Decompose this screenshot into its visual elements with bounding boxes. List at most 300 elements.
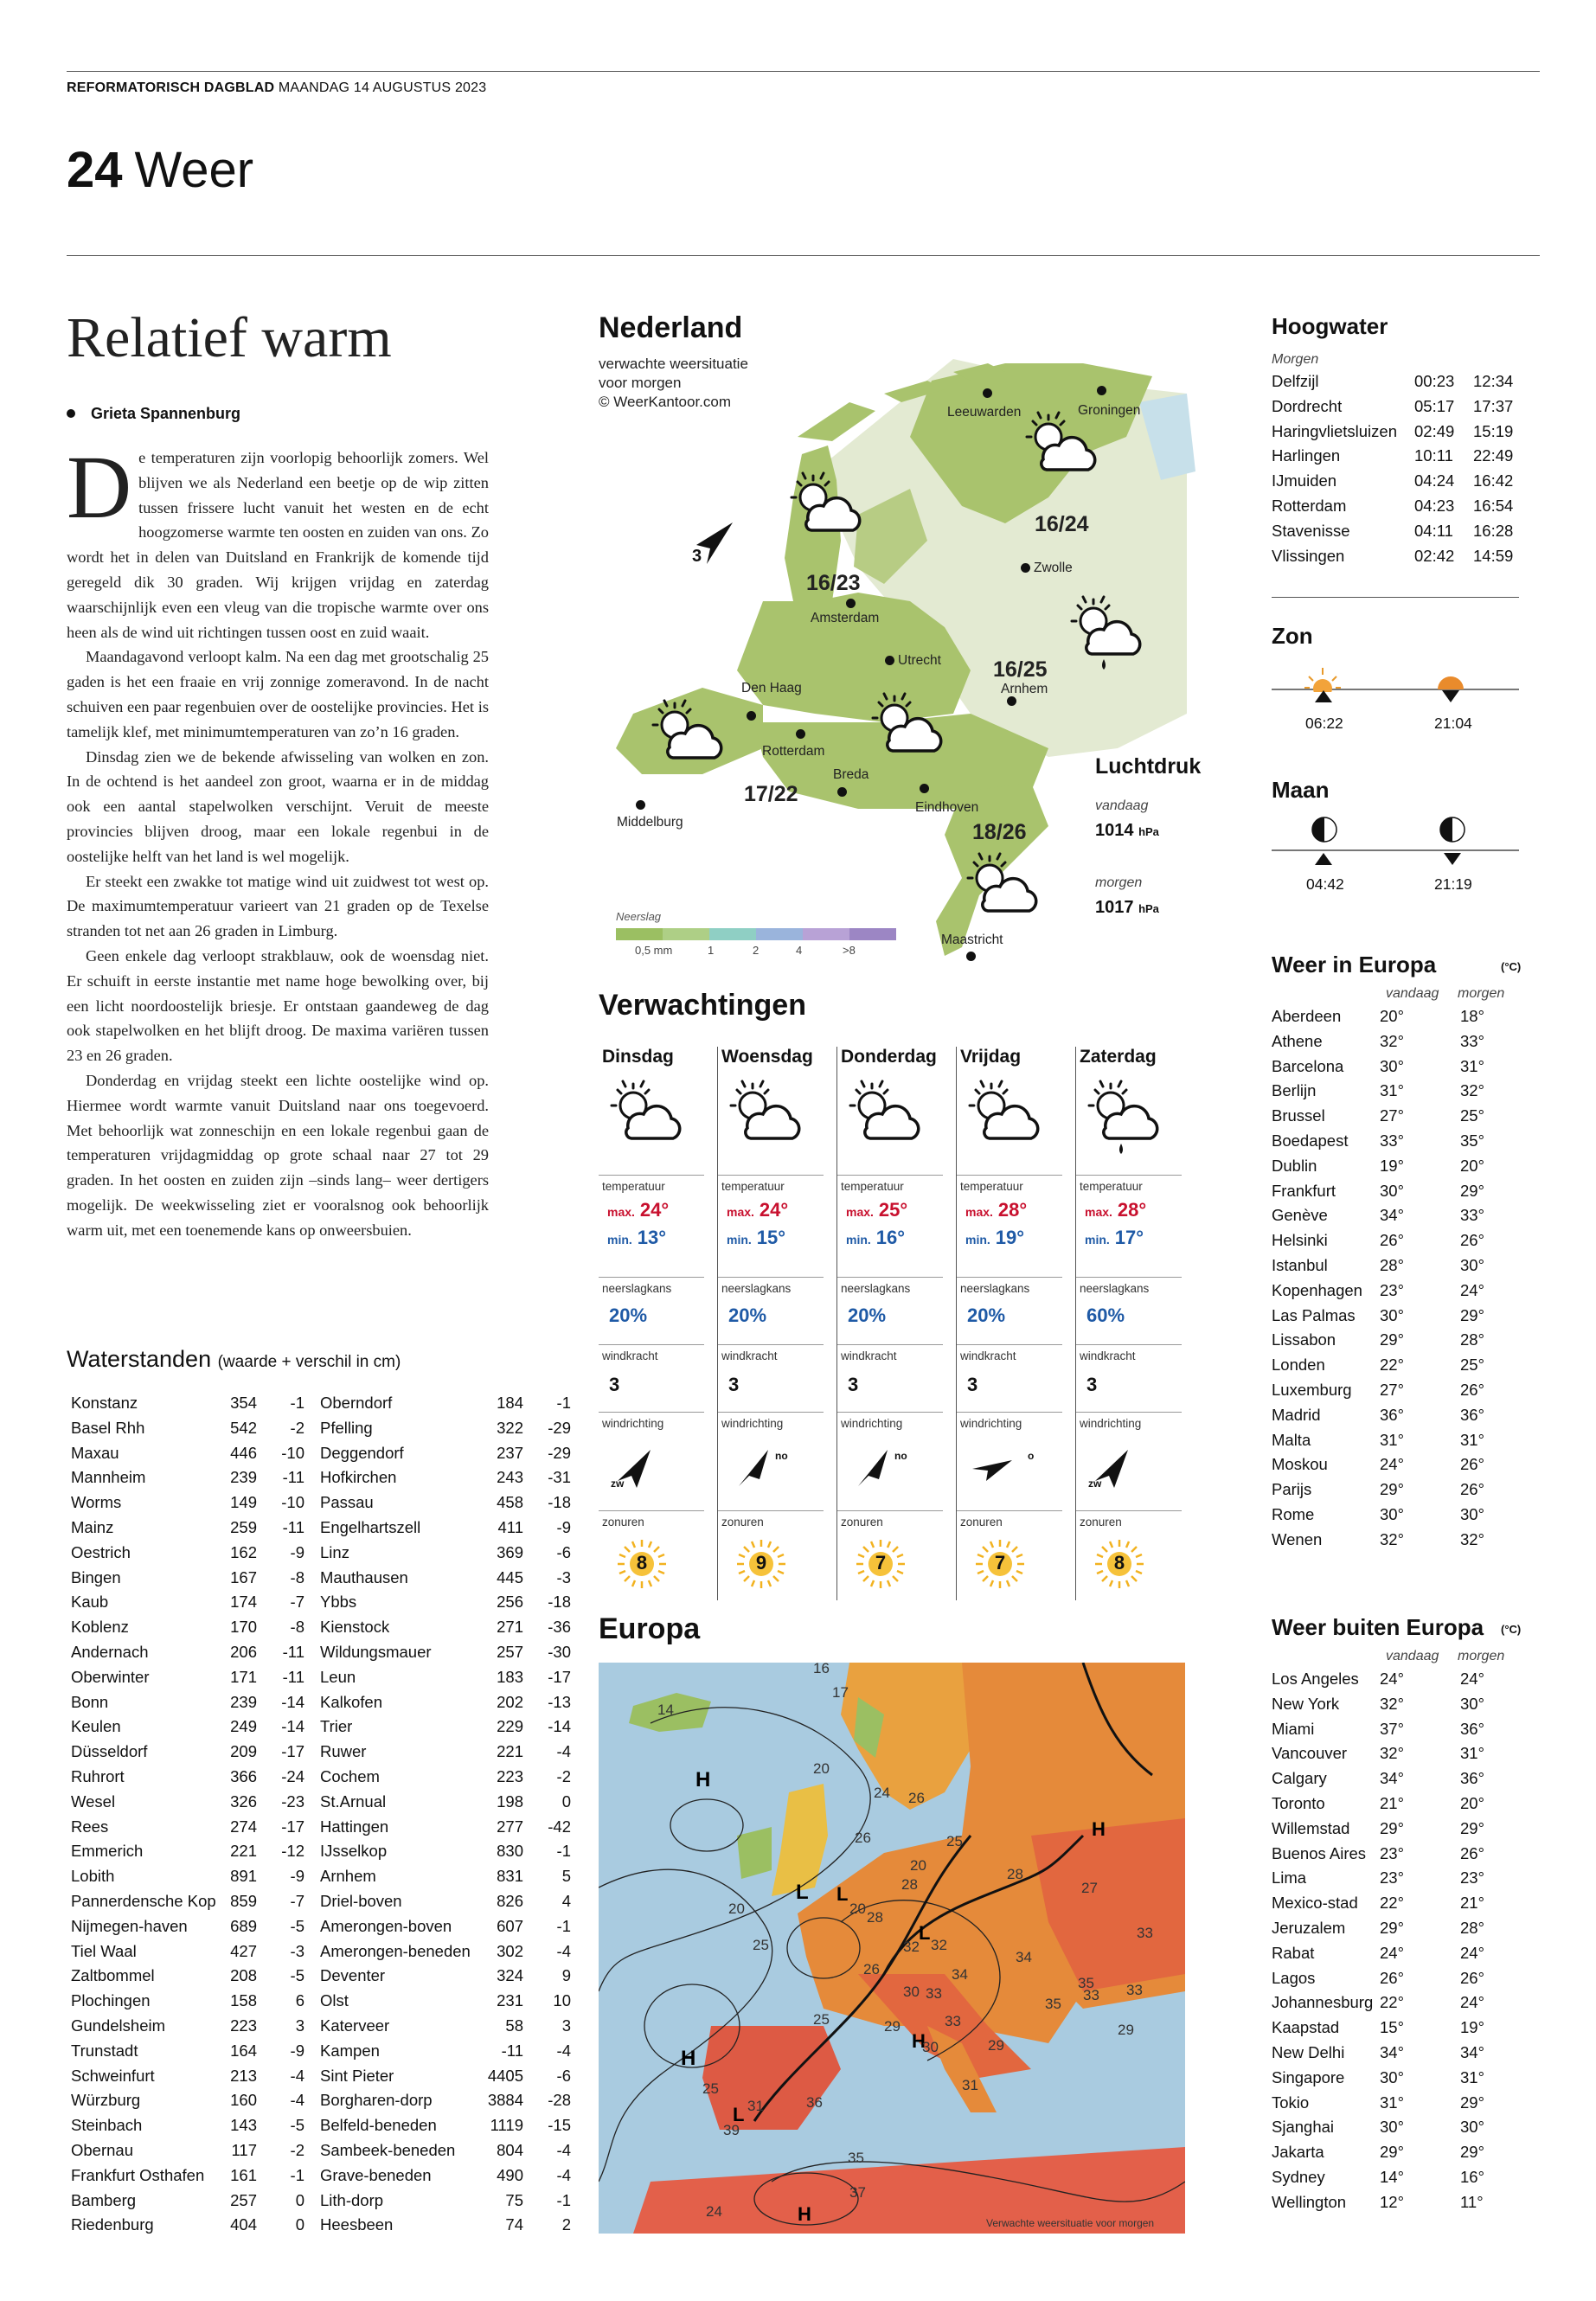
europa-title: Europa [599,1612,701,1645]
max-temp: max. 24° [727,1199,789,1221]
water-row: Deventer 324 9 [320,1966,571,1985]
europa-temp: 25 [702,2080,719,2097]
article-body [67,438,489,1243]
city-temp-row: Londen 22° 25° [1272,1356,1484,1375]
sun-hours: 7 [994,1552,1006,1574]
moonset-time: 21:19 [1434,875,1472,893]
day-name: Vrijdag [960,1047,1022,1067]
legend-swatch [803,928,849,940]
city-temp-row: Kaapstad 15° 19° [1272,2018,1484,2037]
wind-direction: zw [1088,1477,1102,1490]
europa-temp: 16 [813,1663,830,1676]
unit-label: (°C) [1501,960,1522,973]
waterstanden-section [67,1346,577,2234]
city-temp-row: Helsinki 26° 26° [1272,1231,1484,1250]
article-paragraph: Dinsdag zien we de bekende afwisseling van wolken en zon. In de ochtend is het aandeel zon groot, waarna er in de middag ook een aantal stapelwolken verschijnt. Veruit de meeste provincies blijven droog, maar een lokale regenbui in de oostelijke helft van het land is wel mogelijk. [67,747,489,865]
europa-temp: 31 [747,2098,764,2114]
article-headline: Relatief warm [67,306,392,369]
city-temp-row: Rome 30° 30° [1272,1504,1484,1523]
sun-hours: 7 [875,1552,887,1574]
article-paragraph: Er steekt een zwakke tot matige wind uit zuidwest tot west op. De maximumtemperatuur varieert van 21 graden op de Texelse stranden tot net aan 26 graden in Limburg. [67,872,489,940]
water-row: Grave-beneden 490 -4 [320,2165,571,2184]
rain-chance: 20% [848,1304,887,1326]
water-row: Trunstadt 164 -9 [71,2041,304,2060]
city-dot [796,729,805,739]
nederland-subtitle: verwachte weersituatie voor morgen © WeerKantoor.com [599,356,748,410]
svg-text:L: L [919,1922,931,1944]
city-temp-row: Aberdeen 20° 18° [1272,1007,1484,1025]
city-temp-row: Luxemburg 27° 26° [1272,1380,1484,1399]
wind-force: 3 [1086,1374,1098,1395]
city-temp-row: Kopenhagen 23° 24° [1272,1280,1484,1299]
water-row: Steinbach 143 -5 [71,2116,304,2135]
min-temp: min. 16° [846,1227,906,1248]
europa-temp: 31 [962,2077,978,2093]
svg-text:H: H [798,2203,811,2225]
article-paragraph: De temperaturen zijn voorlopig behoorlijk zomers. Wel blijven we als Nederland een beetje op de wip zitten tussen frissere lucht vanuit het westen en de echt hoogzomerse warmte ten oosten en zuiden van ons. Zo wordt het in delen van Duitsland en Frankrijk de komende tijd geregeld dik 30 graden. Wij krijgen vrijdag en zaterdag waarschijnlijk even een vleug van die tropische warmte over ons heen als de wind uit richtingen tussen oost en zuid waait. [67,438,489,641]
city-temp-row: Wenen 32° 32° [1272,1529,1484,1548]
city-temp-row: Singapore 30° 31° [1272,2067,1484,2086]
wind-force: 3 [728,1374,740,1395]
city-dot [747,711,756,721]
triangle-up-icon [1315,690,1332,702]
zon-section [1272,623,1522,650]
city-dot [983,388,992,398]
city-dot [966,952,976,961]
water-row: Kaub 174 -7 [71,1593,304,1612]
sun-cloud-icon [962,852,1040,921]
legend-swatch [616,928,663,940]
europa-temp: 32 [931,1937,947,1953]
city-utrecht: Utrecht [885,653,941,669]
day-name: Dinsdag [602,1047,674,1067]
europa-temp: 29 [1118,2022,1134,2038]
europa-temp: 24 [874,1785,890,1801]
city-temp-row: Vancouver 32° 31° [1272,1744,1484,1763]
europa-temp: 37 [849,2184,866,2201]
europa-temp: 25 [753,1937,769,1953]
water-row: Cochem 223 -2 [320,1766,571,1785]
europa-temp: 33 [945,2013,961,2029]
article-paragraph: Donderdag en vrijdag steekt een lichte oostelijke wind op. Hiermee wordt warmte vanuit Duitsland naar ons toegevoerd. Met behoorlijk wat zonneschijn en een lokale regenbui gaan de temperaturen vrijdagmiddag op grote schaal naar 27 tot 29 graden. In het oosten en zuiden zijn –sinds lang– weer dertigers mogelijk. De weekwisseling ziet er vooralsnog ook behoorlijk warm uit, met een toenemende kans op onweersbuien. [67,1071,489,1239]
city-dot [837,787,847,797]
water-row: Rees 274 -17 [71,1817,304,1836]
water-row: Bingen 167 -8 [71,1567,304,1586]
temp-label: 18/26 [972,820,1027,844]
city-eindhoven: Eindhoven [915,800,979,815]
wind-direction: zw [611,1477,625,1490]
europa-temp: 34 [1016,1949,1032,1965]
weer-in-europa: Weer in Europa (°C) vandaag morgen Aberdeen 20° 18° Athene 32° 33° Barcelona 30° 31° Berlijn 31° 32° Brussel 27° 25° Boedapest 33° 35° Dublin 19° 20° Frankfurt 30° 29° Genève 34° 33° Helsinki 26° 26° Istanbul 28° 30° Kopenhagen 23° 24° Las Palmas 30° 29° Lissabon 29° 28° Londen 22° 25° Luxemburg 27° 26° Madrid 36° 36° Malta 31° 31° Moskou 24° 26° Parijs 29° 26° Rome 30° 30° Wenen 32° 32° [1272,952,1522,1553]
water-row: Hattingen 277 -42 [320,1817,571,1836]
drop-cap: D [67,438,132,537]
europa-temp: 33 [1137,1925,1153,1941]
europa-temp: 20 [813,1760,830,1777]
city-dot [920,784,929,793]
wind-direction: no [775,1450,788,1462]
day-name: Zaterdag [1080,1047,1157,1067]
unit-label: (°C) [1501,1623,1522,1636]
water-row: Hofkirchen 243 -31 [320,1468,571,1487]
city-temp-row: Tokio 31° 29° [1272,2093,1484,2112]
weer-buiten-europa: Weer buiten Europa (°C) vandaag morgen Los Angeles 24° 24° New York 32° 30° Miami 37° 36° Vancouver 32° 31° Calgary 34° 36° Toronto 21° 20° Willemstad 29° 29° Buenos Aires 23° 26° Lima 23° 23° Mexico-stad 22° 21° Jeruzalem 29° 28° Rabat 24° 24° Lagos 26° 26° Johannesburg 22° 24° Kaapstad 15° 19° New Delhi 34° 34° Singapore 30° 31° Tokio 31° 29° Sjanghai 30° 30° Jakarta 29° 29° Sydney 14° 16° Wellington 12° 11° [1272,1614,1522,2215]
page-number: 24 [67,142,123,198]
water-row: Bonn 239 -14 [71,1692,304,1711]
article-paragraph: Maandagavond verloopt kalm. Na een dag met grootschalig 25 gaden is het een fraaie en vrij zonnige zomeravond. In de nacht schuiven een paar regenbuien over de oostelijke provincies. Het is tamelijk klef, met minimumtemperaturen van zo’n 16 graden. [67,648,489,740]
luchtdruk-today-label: vandaag [1095,798,1149,813]
article-paragraph: Geen enkele dag verloopt strakblauw, ook de woensdag niet. Er schuift in eerste instantie met name hoge bewolking over, bij een licht noordoostelijk briesje. Er ontstaan gaandeweg de dag ook stapelwolken en het blijft droog. De maxima variëren tussen 23 en 26 graden. [67,946,489,1065]
rain-chance: 60% [1086,1304,1125,1326]
sun-cloud-icon [647,699,725,768]
europa-temp: 39 [723,2122,740,2138]
forecast-day-vrijdag: Vrijdag temperatuur max. 28° min. 19° neerslagkans 20% windkracht 3 windrichting o zonuren 7 [957,1047,1076,1600]
europa-temp: 35 [1078,1975,1094,1991]
water-row: Wildungsmauer 257 -30 [320,1642,571,1661]
water-row: Ybbs 256 -18 [320,1593,571,1612]
city-leeuwarden: Leeuwarden [947,405,1022,420]
moonrise-time: 04:42 [1306,875,1344,893]
legend-swatch [756,928,803,940]
city-temp-row: Willemstad 29° 29° [1272,1818,1484,1837]
water-row: Basel Rhh 542 -2 [71,1418,304,1437]
triangle-down-icon [1442,690,1459,702]
water-row: Linz 369 -6 [320,1542,571,1561]
max-temp: max. 28° [965,1199,1028,1221]
luchtdruk-title: Luchtdruk [1095,754,1202,779]
svg-text:L: L [836,1883,849,1905]
rain-chance: 20% [967,1304,1006,1326]
max-temp: max. 25° [846,1199,908,1221]
wind-direction: no [894,1450,907,1462]
legend-swatch [849,928,896,940]
sun-cloud-icon [964,1080,1043,1166]
city-rotterdam: Rotterdam [762,744,825,759]
city-temp-row: Wellington 12° 11° [1272,2192,1484,2211]
rain-chance: 20% [728,1304,767,1326]
europa-temp: 26 [863,1961,880,1977]
luchtdruk-tomorrow: 1017 hPa [1095,898,1159,917]
europa-temp: 34 [952,1966,968,1983]
moon-icon [1311,817,1337,843]
sunrise-icon [1304,666,1341,692]
europa-temp: 27 [1081,1880,1098,1896]
water-row: Engelhartszell 411 -9 [320,1517,571,1536]
water-row: Gundelsheim 223 3 [71,2016,304,2035]
water-row: Emmerich 221 -12 [71,1842,304,1861]
forecast-day-dinsdag: Dinsdag temperatuur max. 24° min. 13° neerslagkans 20% windkracht 3 windrichting zw zonuren 8 [599,1047,718,1600]
city-temp-row: Berlijn 31° 32° [1272,1081,1484,1100]
sun-cloud-icon [867,692,945,761]
water-row: Bamberg 257 0 [71,2190,304,2209]
svg-text:H: H [1092,1818,1106,1840]
europa-temp: 33 [1083,1987,1099,2003]
legend-swatch [709,928,756,940]
water-row: Arnhem 831 5 [320,1867,571,1886]
article-byline: Grieta Spannenburg [67,405,240,423]
moon-icon [1439,817,1465,843]
water-row: Andernach 206 -11 [71,1642,304,1661]
water-row: Konstanz 354 -1 [71,1394,304,1412]
triangle-up-icon [1315,853,1332,865]
page-header [67,142,254,198]
water-table-right [320,1391,571,2238]
europa-temp: 30 [922,2039,939,2055]
sun-cloud-icon [844,1080,924,1166]
hoogwater-row: Haringvlietsluizen 02:49 15:19 [1272,421,1514,440]
europa-temp: 20 [849,1900,866,1917]
city-temp-row: Istanbul 28° 30° [1272,1255,1484,1274]
forecast-day-donderdag: Donderdag temperatuur max. 25° min. 16° neerslagkans 20% windkracht 3 windrichting no zonuren 7 [837,1047,957,1600]
hoogwater-row: Rotterdam 04:23 16:54 [1272,496,1514,515]
europa-temp: 28 [1007,1866,1023,1882]
temp-label: 16/24 [1035,512,1089,536]
water-row: Amerongen-boven 607 -1 [320,1916,571,1935]
wind-direction-icon [730,1446,782,1495]
city-dot [636,800,645,810]
city-temp-row: Toronto 21° 20° [1272,1793,1484,1812]
hoogwater-section [1272,313,1522,568]
water-row: Pfelling 322 -29 [320,1418,571,1437]
city-temp-row: New York 32° 30° [1272,1694,1484,1713]
city-maastricht: Maastricht [941,933,1003,947]
water-row: Keulen 249 -14 [71,1717,304,1736]
triangle-down-icon [1444,853,1461,865]
water-row: Nijmegen-haven 689 -5 [71,1916,304,1935]
neerslag-legend: Neerslag 0,5 mm 1 2 4 >8 [616,910,901,959]
water-row: Düsseldorf 209 -17 [71,1742,304,1761]
city-temp-row: Parijs 29° 26° [1272,1480,1484,1499]
water-row: Leun 183 -17 [320,1667,571,1686]
europa-temp: 26 [855,1830,871,1846]
water-row: Mainz 259 -11 [71,1517,304,1536]
city-amsterdam: Amsterdam [811,611,880,625]
waterstanden-title: Waterstanden [67,1346,212,1372]
sun-cloud-icon [606,1080,685,1166]
europa-map [599,1663,1185,2234]
water-row: Tiel Waal 427 -3 [71,1941,304,1960]
city-temp-row: Athene 32° 33° [1272,1031,1484,1050]
water-row: Mauthausen 445 -3 [320,1567,571,1586]
europa-temp: 14 [657,1702,674,1718]
sun-hours: 8 [1113,1552,1125,1574]
city-temp-row: Moskou 24° 26° [1272,1455,1484,1474]
sun-cloud-icon [1021,411,1099,480]
forecast-day-zaterdag: Zaterdag temperatuur max. 28° min. 17° neerslagkans 60% windkracht 3 windrichting zw zonuren 8 [1076,1047,1195,1600]
water-row: Trier 229 -14 [320,1717,571,1736]
svg-text:L: L [796,1881,809,1904]
sunset-time: 21:04 [1434,715,1472,732]
water-row: Kalkofen 202 -13 [320,1692,571,1711]
svg-text:H: H [695,1768,711,1791]
maan-section [1272,777,1522,804]
europa-temp: 35 [1045,1996,1061,2012]
city-dot [846,599,856,608]
sun-hours: 8 [636,1552,648,1574]
city-temp-row: Boedapest 33° 35° [1272,1131,1484,1150]
hoogwater-row: Dordrecht 05:17 17:37 [1272,396,1514,415]
europa-temp: 33 [926,1985,942,2002]
europa-temp: 24 [706,2203,722,2220]
city-temp-row: Lissabon 29° 28° [1272,1330,1484,1349]
water-row: Pannerdensche Kop 859 -7 [71,1891,304,1910]
city-den-haag: Den Haag [741,681,802,695]
hoogwater-sub: Morgen [1272,352,1319,367]
wind-force: 3 [848,1374,859,1395]
water-row: Oberwinter 171 -11 [71,1667,304,1686]
hoogwater-row: Vlissingen 02:42 14:59 [1272,546,1514,565]
water-row: Katerveer 58 3 [320,2016,571,2035]
wind-direction-icon [849,1446,901,1495]
temp-label: 16/23 [806,571,861,595]
europa-temp: 28 [901,1876,918,1893]
nederland-title: Nederland [599,311,743,344]
water-row: Frankfurt Osthafen 161 -1 [71,2165,304,2184]
min-temp: min. 15° [727,1227,786,1248]
water-row: Worms 149 -10 [71,1493,304,1512]
issue-date: MAANDAG 14 AUGUSTUS 2023 [278,80,487,95]
day-name: Woensdag [721,1047,813,1067]
europa-temp: 25 [813,2011,830,2028]
water-row: Lith-dorp 75 -1 [320,2190,571,2209]
water-row: Deggendorf 237 -29 [320,1443,571,1462]
water-row: Mannheim 239 -11 [71,1468,304,1487]
rain-chance: 20% [609,1304,648,1326]
city-temp-row: Lagos 26° 26° [1272,1968,1484,1987]
water-row: Olst 231 10 [320,1991,571,2010]
europa-temp: 29 [988,2037,1004,2054]
water-row: Zaltbommel 208 -5 [71,1966,304,1985]
city-temp-row: Lima 23° 23° [1272,1868,1484,1888]
water-row: Amerongen-beneden 302 -4 [320,1941,571,1960]
verwachtingen-title: Verwachtingen [599,989,806,1022]
svg-text:H: H [912,2030,926,2052]
max-temp: max. 28° [1085,1199,1147,1221]
sun-cloud-rain-icon [1066,595,1144,682]
temp-label: 17/22 [744,782,798,806]
water-row: Maxau 446 -10 [71,1443,304,1462]
wind-force: 3 [692,547,702,566]
zon-title: Zon [1272,623,1313,649]
city-temp-row: Barcelona 30° 31° [1272,1056,1484,1075]
water-row: Borgharen-dorp 3884 -28 [320,2091,571,2110]
water-table-left [71,1391,304,2238]
water-row: Würzburg 160 -4 [71,2091,304,2110]
water-row: Koblenz 170 -8 [71,1618,304,1637]
sunset-icon [1436,671,1465,690]
city-temp-row: Frankfurt 30° 29° [1272,1181,1484,1200]
water-row: Ruwer 221 -4 [320,1742,571,1761]
hoogwater-title: Hoogwater [1272,313,1388,339]
city-breda: Breda [833,767,869,782]
water-row: Lobith 891 -9 [71,1867,304,1886]
water-row: Sint Pieter 4405 -6 [320,2066,571,2085]
europa-temp: 25 [946,1833,963,1849]
wind-force: 3 [609,1374,620,1395]
legend-title: Neerslag [616,910,662,923]
city-temp-row: Madrid 36° 36° [1272,1405,1484,1424]
city-middelburg: Middelburg [617,815,683,830]
water-row: Driel-boven 826 4 [320,1891,571,1910]
water-row: Plochingen 158 6 [71,1991,304,2010]
wind-force: 3 [967,1374,978,1395]
water-row: Ruhrort 366 -24 [71,1766,304,1785]
temp-label: 16/25 [993,657,1048,682]
europa-temp: 20 [728,1900,745,1917]
luchtdruk [1095,754,1201,918]
water-row: Oestrich 162 -9 [71,1542,304,1561]
europa-temp: 29 [884,2018,901,2035]
city-groningen: Groningen [1078,403,1141,418]
paper-name: REFORMATORISCH DAGBLAD [67,80,275,95]
sun-cloud-icon [785,471,863,541]
buiten-tabel-title: Weer buiten Europa [1272,1614,1484,1640]
min-temp: min. 17° [1085,1227,1144,1248]
water-row: Obernau 117 -2 [71,2140,304,2159]
hoogwater-row: Harlingen 10:11 22:49 [1272,446,1514,465]
city-dot [1097,386,1106,395]
city-temp-row: Los Angeles 24° 24° [1272,1670,1484,1688]
water-row: Sambeek-beneden 804 -4 [320,2140,571,2159]
europa-temp: 20 [910,1857,926,1874]
city-temp-row: Brussel 27° 25° [1272,1106,1484,1125]
hoogwater-row: IJmuiden 04:24 16:42 [1272,471,1514,490]
city-temp-row: Sjanghai 30° 30° [1272,2118,1484,2137]
city-zwolle: Zwolle [1021,561,1073,576]
city-arnhem: Arnhem [1001,682,1048,696]
europa-caption: Verwachte weersituatie voor morgen [986,2217,1155,2229]
city-temp-row: Jakarta 29° 29° [1272,2143,1484,2162]
svg-text:L: L [733,2104,745,2125]
city-temp-row: Jeruzalem 29° 28° [1272,1918,1484,1937]
city-temp-row: Las Palmas 30° 29° [1272,1305,1484,1324]
water-row: IJsselkop 830 -1 [320,1842,571,1861]
water-row: Heesbeen 74 2 [320,2215,571,2234]
city-dot [1007,696,1016,706]
hoogwater-row: Delfzijl 00:23 12:34 [1272,372,1514,390]
europa-temp: 33 [1126,1982,1143,1998]
sun-cloud-rain-icon [1083,1080,1163,1166]
day-name: Donderdag [841,1047,937,1067]
water-row: Wesel 326 -23 [71,1791,304,1811]
water-row: Passau 458 -18 [320,1493,571,1512]
europa-temp: 17 [832,1684,849,1701]
europa-temp: 32 [903,1939,920,1955]
sunrise-time: 06:22 [1305,715,1343,732]
luchtdruk-today: 1014 hPa [1095,821,1159,840]
waterstanden-subtitle: (waarde + verschil in cm) [217,1353,401,1371]
water-row: St.Arnual 198 0 [320,1791,571,1811]
city-temp-row: Genève 34° 33° [1272,1206,1484,1225]
forecast-day-woensdag: Woensdag temperatuur max. 24° min. 15° neerslagkans 20% windkracht 3 windrichting no zonuren 9 [718,1047,837,1600]
city-temp-row: Sydney 14° 16° [1272,2167,1484,2186]
city-temp-row: Rabat 24° 24° [1272,1943,1484,1962]
europa-temp: 36 [806,2094,823,2111]
water-row: Kienstock 271 -36 [320,1618,571,1637]
min-temp: min. 13° [607,1227,667,1248]
legend-swatch [663,928,709,940]
min-temp: min. 19° [965,1227,1025,1248]
europa-temp: 26 [908,1790,925,1806]
europa-temp: 30 [903,1984,920,2000]
sun-cloud-icon [725,1080,804,1166]
water-row: Oberndorf 184 -1 [320,1394,571,1412]
maan-title: Maan [1272,777,1330,803]
city-temp-row: Buenos Aires 23° 26° [1272,1843,1484,1862]
europa-tabel-title: Weer in Europa [1272,952,1437,977]
water-row: Schweinfurt 213 -4 [71,2066,304,2085]
hoogwater-row: Stavenisse 04:11 16:28 [1272,521,1514,540]
water-row: Kampen -11 -4 [320,2041,571,2060]
